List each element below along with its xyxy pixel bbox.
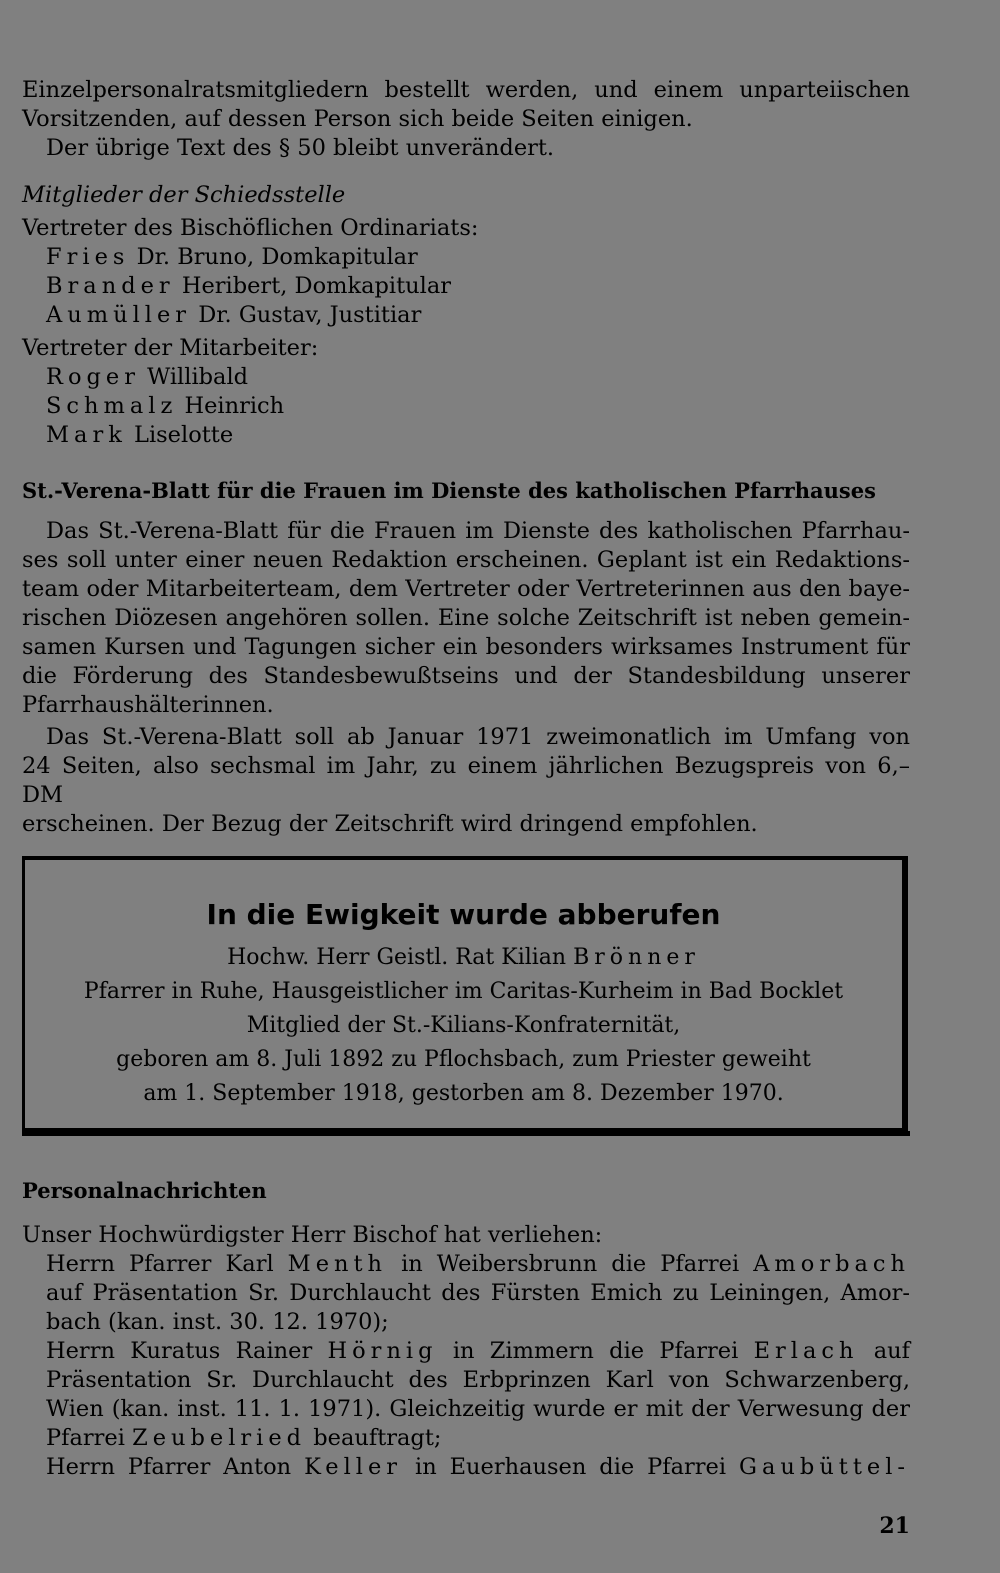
entry-text: Herrn Pfarrer Anton (46, 1454, 292, 1480)
entry-text: Herrn Pfarrer Karl (46, 1251, 274, 1277)
verena-p1-line: Pfarrhaushälterinnen. (22, 692, 274, 718)
intro-line-1: Einzelpersonalratsmitgliedern bestellt werden, und einem unparteiischen (22, 77, 910, 103)
verena-p2-line: 24 Seiten, also sechsmal im Jahr, zu einem jährlichen Bezugspreis von 6,– DM (22, 753, 910, 808)
obituary-name (25, 941, 902, 975)
entry-name: Keller (304, 1454, 403, 1480)
entry-text: in Euerhausen die Pfarrei (415, 1454, 727, 1480)
obituary-line-4: geboren am 8. Juli 1892 zu Pflochsbach, zum Priester geweiht (116, 1047, 811, 1072)
personal-entry-2-line-3: Wien (kan. inst. 11. 1. 1971). Gleichzeitig wurde er mit der Verwesung der (46, 1396, 910, 1422)
member-details: Heinrich (184, 393, 285, 419)
schiedsstelle-heading: Mitglieder der Schiedsstelle (22, 182, 346, 208)
mitarbeiter-label: Vertreter der Mitarbeiter: (22, 335, 319, 361)
personal-entry-1-line-1 (22, 1250, 910, 1279)
member-brander (22, 272, 910, 301)
obituary-line-2: Pfarrer in Ruhe, Hausgeistlicher im Caritas-Kurheim in Bad Bocklet (83, 979, 844, 1004)
entry-parish: Zeubelried (132, 1425, 307, 1451)
entry-parish: Amorbach (753, 1251, 910, 1277)
member-details: Dr. Gustav, Justitiar (198, 302, 422, 328)
entry-text: beauftragt; (313, 1425, 442, 1451)
intro-line-2: Vorsitzenden, auf dessen Person sich beide Seiten einigen. (22, 106, 693, 132)
verena-heading: St.-Verena-Blatt für die Frauen im Dienste des katholischen Pfarrhauses (22, 478, 876, 503)
entry-parish: Gaubüttel- (739, 1454, 911, 1480)
verena-p1-line: ses soll unter einer neuen Redaktion erscheinen. Geplant ist ein Redaktions- (22, 547, 910, 573)
member-surname: Aumüller (46, 302, 192, 328)
verena-p1-line: Das St.-Verena-Blatt für die Frauen im Dienste des katholischen Pfarrhau- (46, 518, 910, 544)
member-aumueller (22, 301, 910, 330)
member-details: Dr. Bruno, Domkapitular (136, 244, 418, 270)
obituary-line-3: Mitglied der St.-Kilians-Konfraternität, (246, 1013, 681, 1038)
verena-p2-line: Das St.-Verena-Blatt soll ab Januar 1971 zweimonatlich im Umfang von (46, 724, 910, 750)
member-schmalz (22, 392, 910, 421)
personal-entry-3-line-1 (22, 1453, 910, 1482)
entry-text: in Zimmern die Pfarrei (452, 1338, 739, 1364)
entry-name: Menth (287, 1251, 388, 1277)
personal-entry-1-line-2: auf Präsentation Sr. Durchlaucht des Fürsten Emich zu Leiningen, Amor- (46, 1280, 910, 1306)
obituary-name-prefix: Hochw. Herr Geistl. Rat Kilian (227, 945, 567, 970)
verena-p1-line: die Förderung des Standesbewußtseins und der Standesbildung unserer (22, 663, 910, 689)
entry-parish: Erlach (753, 1338, 859, 1364)
verena-p1-line: samen Kursen und Tagungen sicher ein besonders wirksames Instrument für (22, 634, 910, 660)
personal-entry-1-line-3: bach (kan. inst. 30. 12. 1970); (46, 1309, 389, 1335)
obituary-box (22, 856, 908, 1131)
page-content (22, 76, 910, 839)
entry-name: Hörnig (327, 1338, 438, 1364)
obituary-box-bottom-rule (22, 1131, 910, 1136)
personal-intro: Unser Hochwürdigster Herr Bischof hat verliehen: (22, 1222, 603, 1248)
member-surname: Fries (46, 244, 130, 270)
verena-p1-line: rischen Diözesen angehören sollen. Eine solche Zeitschrift ist neben gemein- (22, 605, 910, 631)
obituary-surname: Brönner (573, 945, 700, 970)
verena-p2-line: erscheinen. Der Bezug der Zeitschrift wird dringend empfohlen. (22, 811, 758, 837)
verena-paragraph-1 (22, 517, 910, 720)
member-details: Heribert, Domkapitular (181, 273, 452, 299)
personal-entry-2-line-4 (22, 1424, 910, 1453)
member-details: Liselotte (134, 422, 234, 448)
entry-text: Herrn Kuratus Rainer (46, 1338, 313, 1364)
entry-text: auf (873, 1338, 910, 1364)
verena-p1-line: team oder Mitarbeiterteam, dem Vertreter oder Vertreterinnen aus den baye- (22, 576, 910, 602)
verena-paragraph-2 (22, 723, 910, 839)
member-details: Willibald (147, 364, 249, 390)
page-number: 21 (879, 1513, 910, 1539)
member-surname: Mark (46, 422, 127, 448)
obituary-line-5: am 1. September 1918, gestorben am 8. Dezember 1970. (143, 1081, 784, 1106)
obituary-title: In die Ewigkeit wurde abberufen (206, 898, 721, 931)
member-mark (22, 421, 910, 450)
member-fries (22, 243, 910, 272)
personal-heading: Personalnachrichten (22, 1178, 267, 1203)
personal-entry-2-line-1 (22, 1337, 910, 1366)
member-surname: Schmalz (46, 393, 178, 419)
ordinariat-label: Vertreter des Bischöflichen Ordinariats: (22, 215, 479, 241)
member-surname: Roger (46, 364, 140, 390)
entry-text: Pfarrei (46, 1425, 125, 1451)
personal-entry-2-line-2: Präsentation Sr. Durchlaucht des Erbprinzen Karl von Schwarzenberg, (46, 1367, 910, 1393)
personal-section (22, 1176, 910, 1482)
intro-line-3: Der übrige Text des § 50 bleibt unverändert. (46, 135, 555, 161)
entry-text: in Weibersbrunn die Pfarrei (401, 1251, 740, 1277)
member-roger (22, 363, 910, 392)
member-surname: Brander (46, 273, 175, 299)
